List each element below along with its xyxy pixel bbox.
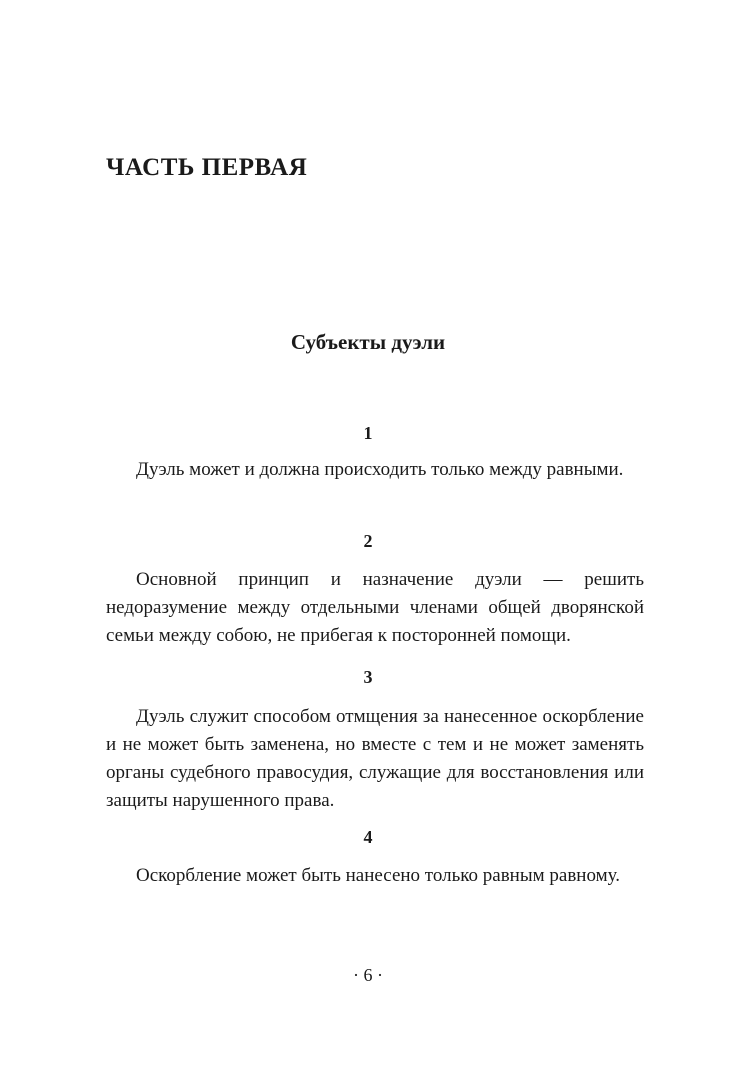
article-text: Дуэль служит способом отмщения за нанесенное оскорбление и не может быть заменена, но вместе с тем и не может заменять органы судебного правосудия, служащие для восстановления или защиты нарушенного права. bbox=[106, 706, 644, 811]
section-title: Субъекты дуэли bbox=[290, 330, 446, 354]
article-number: 3 bbox=[363, 667, 373, 687]
page-number: · 6 · bbox=[353, 965, 383, 985]
part-title: ЧАСТЬ ПЕРВАЯ bbox=[106, 154, 308, 181]
article-number: 1 bbox=[363, 423, 373, 443]
article-text: Дуэль может и должна происходить только между равными. bbox=[136, 459, 624, 480]
article-text: Основной принцип и назначение дуэли — решить недоразумение между отдельными членами общей дворянской семьи между собою, не прибегая к посторонней помощи. bbox=[106, 569, 644, 646]
article-number: 2 bbox=[363, 531, 373, 551]
article-text: Оскорбление может быть нанесено только равным равному. bbox=[136, 865, 620, 886]
article-number: 4 bbox=[363, 827, 373, 847]
